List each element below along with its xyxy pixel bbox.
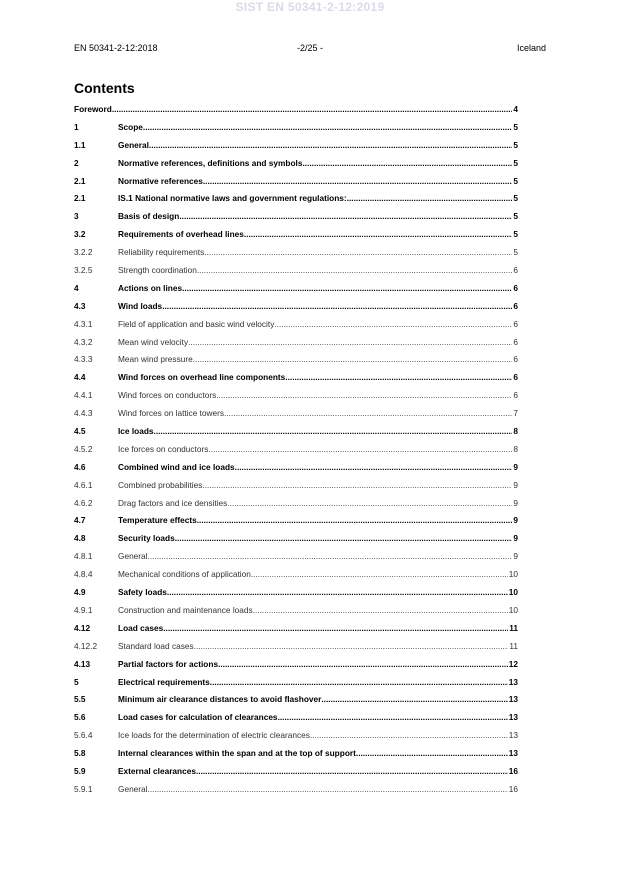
toc-dot-leader (224, 406, 512, 420)
toc-entry-title: Mean wind pressure (118, 354, 193, 365)
toc-entry-number: 4.8.1 (74, 551, 93, 562)
toc-entry-title: Electrical requirements (118, 676, 210, 687)
toc-entry-page: 6 (513, 372, 518, 383)
toc-entry-number: 3.2.2 (74, 247, 93, 258)
toc-dot-leader (204, 245, 512, 259)
toc-dot-leader (253, 603, 508, 617)
toc-entry[interactable] (74, 335, 518, 353)
toc-entry-page: 13 (508, 730, 518, 741)
toc-dot-leader (244, 227, 513, 241)
toc-entry-number: 4.4.1 (74, 390, 93, 401)
toc-entry-title: Load cases for calculation of clearances (118, 712, 278, 723)
toc-entry-number: 2 (74, 157, 79, 168)
toc-entry[interactable] (74, 406, 518, 424)
toc-entry-title: Ice loads (118, 426, 154, 437)
toc-entry-title: Mechanical conditions of application (118, 569, 251, 580)
toc-entry[interactable] (74, 156, 518, 174)
toc-entry[interactable] (74, 728, 518, 746)
toc-entry-page: 6 (513, 354, 518, 365)
toc-entry-page: 5 (513, 211, 518, 222)
toc-entry[interactable] (74, 424, 518, 442)
toc-entry-page: 10 (508, 587, 518, 598)
toc-entry-number: 4.8 (74, 533, 86, 544)
toc-entry-number: 4.3.1 (74, 318, 93, 329)
toc-entry-title: Strength coordination (118, 265, 197, 276)
toc-entry[interactable] (74, 245, 518, 263)
toc-entry-title: Ice loads for the determination of electric clearances (118, 730, 310, 741)
toc-entry[interactable] (74, 191, 518, 209)
toc-entry-title: Requirements of overhead lines (118, 229, 244, 240)
toc-dot-leader (302, 156, 512, 170)
toc-entry-number: 4.6.1 (74, 479, 93, 490)
toc-entry-page: 13 (508, 676, 518, 687)
toc-entry-title: Ice forces on conductors (118, 443, 209, 454)
toc-entry-page: 9 (513, 497, 518, 508)
toc-entry[interactable] (74, 263, 518, 281)
toc-entry-title: Construction and maintenance loads (118, 604, 253, 615)
toc-entry-page: 10 (508, 604, 518, 615)
toc-dot-leader (218, 657, 508, 671)
toc-entry-page: 5 (513, 139, 518, 150)
toc-dot-leader (203, 174, 513, 188)
toc-entry[interactable] (74, 496, 518, 514)
toc-entry-page: 13 (508, 694, 518, 705)
toc-entry[interactable] (74, 352, 518, 370)
toc-entry[interactable] (74, 102, 518, 120)
toc-entry[interactable] (74, 621, 518, 639)
toc-dot-leader (210, 675, 508, 689)
toc-dot-leader (143, 120, 512, 134)
toc-dot-leader (162, 299, 512, 313)
toc-entry-title: General (118, 551, 148, 562)
toc-entry-number: 5.9.1 (74, 783, 93, 794)
toc-entry-number: 4.3 (74, 300, 86, 311)
toc-entry[interactable] (74, 657, 518, 675)
toc-entry-page: 5 (513, 157, 518, 168)
toc-dot-leader (235, 460, 513, 474)
toc-dot-leader (274, 317, 512, 331)
toc-entry-page: 4 (513, 104, 518, 114)
toc-entry-page: 6 (513, 390, 518, 401)
toc-entry-number: 4.3.3 (74, 354, 93, 365)
toc-entry-number: 4.4.3 (74, 408, 93, 419)
toc-entry[interactable] (74, 639, 518, 657)
toc-entry-page: 11 (509, 640, 518, 651)
toc-entry-number: 5.5 (74, 694, 86, 705)
toc-dot-leader (321, 692, 507, 706)
toc-entry-number: 1 (74, 121, 79, 132)
toc-entry-title: Field of application and basic wind velocity (118, 318, 275, 329)
header-standard-id: EN 50341-2-12:2018 (74, 43, 158, 53)
toc-entry-number: 4.6.2 (74, 497, 93, 508)
toc-entry-page: 6 (513, 318, 518, 329)
toc-entry[interactable] (74, 513, 518, 531)
toc-entry-title: Safety loads (118, 587, 167, 598)
toc-entry[interactable] (74, 209, 518, 227)
toc-entry[interactable] (74, 281, 518, 299)
toc-dot-leader (197, 263, 513, 277)
toc-entry-title: Mean wind velocity (118, 336, 189, 347)
toc-entry[interactable] (74, 531, 518, 549)
toc-entry-number: 4.8.4 (74, 569, 93, 580)
toc-entry-number: 4.5.2 (74, 443, 93, 454)
toc-entry[interactable] (74, 692, 518, 710)
watermark: SIST EN 50341-2-12:2019 (235, 0, 385, 14)
toc-dot-leader (179, 209, 512, 223)
toc-entry-page: 6 (513, 300, 518, 311)
toc-entry[interactable] (74, 585, 518, 603)
toc-entry[interactable] (74, 675, 518, 693)
toc-entry-number: 5 (74, 676, 79, 687)
toc-entry-title: Temperature effects (118, 515, 197, 526)
toc-entry-page: 8 (513, 443, 518, 454)
toc-entry-page: 9 (513, 461, 518, 472)
toc-entry[interactable] (74, 782, 518, 800)
toc-entry-number: 4.6 (74, 461, 86, 472)
toc-entry-number: 4.4 (74, 372, 86, 383)
toc-entry-title: Partial factors for actions (118, 658, 219, 669)
toc-entry-page: 9 (513, 551, 518, 562)
toc-entry-page: 10 (508, 569, 518, 580)
toc-entry-title: Minimum air clearance distances to avoid flashover (118, 694, 322, 705)
toc-entry[interactable] (74, 299, 518, 317)
toc-dot-leader (149, 138, 512, 152)
toc-entry-page: 11 (509, 622, 518, 633)
toc-dot-leader (188, 335, 512, 349)
toc-entry-page: 13 (508, 748, 518, 759)
toc-entry-number: 4.3.2 (74, 336, 93, 347)
toc-dot-leader (154, 424, 513, 438)
toc-dot-leader (356, 746, 508, 760)
toc-entry-page: 6 (513, 282, 518, 293)
toc-entry[interactable] (74, 317, 518, 335)
header-page-number: -2/25 - (296, 43, 323, 53)
toc-entry-page: 5 (513, 121, 518, 132)
toc-entry-page: 5 (513, 175, 518, 186)
toc-entry-page: 9 (513, 479, 518, 490)
toc-dot-leader (148, 782, 508, 796)
toc-entry-number: 4.12 (74, 622, 91, 633)
toc-entry[interactable] (74, 746, 518, 764)
toc-entry-number: 4 (74, 282, 79, 293)
page-title: Contents (74, 80, 135, 96)
toc-dot-leader (216, 388, 512, 402)
toc-entry-number: 4.9.1 (74, 604, 93, 615)
toc-entry[interactable] (74, 764, 518, 782)
toc-entry-number: 3.2 (74, 229, 86, 240)
toc-entry-title: Scope (118, 121, 143, 132)
toc-entry-title: Actions on lines (118, 282, 183, 293)
toc-dot-leader (208, 442, 512, 456)
toc-entry-title: Security loads (118, 533, 175, 544)
toc-dot-leader (202, 478, 512, 492)
toc-entry-number: 4.12.2 (74, 640, 98, 651)
toc-entry-page: 7 (513, 408, 518, 419)
toc-entry-title: Standard load cases (118, 640, 194, 651)
toc-entry[interactable] (74, 442, 518, 460)
toc-entry-title: External clearances (118, 765, 196, 776)
toc-dot-leader (347, 191, 513, 205)
toc-entry-title: Combined probabilities (118, 479, 203, 490)
toc-entry-page: 8 (513, 426, 518, 437)
toc-entry[interactable] (74, 388, 518, 406)
toc-dot-leader (310, 728, 508, 742)
toc-entry-title: Drag factors and ice densities (118, 497, 228, 508)
toc-entry[interactable] (74, 460, 518, 478)
toc-dot-leader (285, 370, 512, 384)
toc-entry-title: Internal clearances within the span and at the top of support (118, 748, 356, 759)
toc-entry-title: Normative references (118, 175, 203, 186)
toc-entry-title: Normative references, definitions and symbols (118, 157, 303, 168)
toc-entry-page: 5 (513, 229, 518, 240)
toc-entry-title: General (118, 783, 148, 794)
toc-entry-number: 1.1 (74, 139, 86, 150)
toc-entry-number: 3 (74, 211, 79, 222)
toc-entry-title: Foreword (74, 104, 112, 114)
toc-entry[interactable] (74, 227, 518, 245)
toc-dot-leader (197, 513, 513, 527)
toc-entry[interactable] (74, 138, 518, 156)
toc-entry-title: Wind forces on lattice towers (118, 408, 225, 419)
toc-entry-title: Wind loads (118, 300, 163, 311)
toc-entry-page: 13 (508, 712, 518, 723)
toc-entry[interactable] (74, 370, 518, 388)
toc-entry-page: 5 (513, 193, 518, 204)
toc-entry-title: Wind forces on overhead line components (118, 372, 286, 383)
toc-entry-number: 5.9 (74, 765, 86, 776)
toc-entry-number: 5.6 (74, 712, 86, 723)
page-header (74, 43, 546, 57)
toc-entry[interactable] (74, 567, 518, 585)
toc-entry-page: 9 (513, 533, 518, 544)
toc-entry-title: Wind forces on conductors (118, 390, 217, 401)
toc-dot-leader (194, 639, 509, 653)
toc-dot-leader (182, 281, 512, 295)
toc-entry[interactable] (74, 710, 518, 728)
toc-dot-leader (163, 621, 508, 635)
toc-entry-page: 12 (508, 658, 518, 669)
toc-entry[interactable] (74, 478, 518, 496)
toc-entry[interactable] (74, 603, 518, 621)
toc-dot-leader (175, 531, 513, 545)
toc-entry[interactable] (74, 174, 518, 192)
toc-entry-number: 4.7 (74, 515, 86, 526)
toc-entry-number: 2.1 (74, 175, 86, 186)
toc-entry-title: Load cases (118, 622, 164, 633)
toc-entry-title: Basis of design (118, 211, 180, 222)
toc-entry-title: Reliability requirements (118, 247, 205, 258)
toc-dot-leader (193, 352, 513, 366)
toc-entry-title: General (118, 139, 149, 150)
toc-entry-title: Combined wind and ice loads (118, 461, 235, 472)
toc-entry-page: 16 (508, 783, 518, 794)
toc-entry-number: 5.8 (74, 748, 86, 759)
toc-dot-leader (227, 496, 512, 510)
toc-entry-number: 3.2.5 (74, 265, 93, 276)
toc-dot-leader (251, 567, 508, 581)
toc-entry[interactable] (74, 120, 518, 138)
toc-entry-number: 4.9 (74, 587, 86, 598)
toc-entry-page: 16 (508, 765, 518, 776)
table-of-contents (74, 102, 518, 800)
toc-entry-number: 2.1 (74, 193, 86, 204)
toc-dot-leader (148, 549, 513, 563)
toc-entry[interactable] (74, 549, 518, 567)
toc-dot-leader (112, 102, 513, 116)
toc-entry-page: 6 (513, 336, 518, 347)
toc-dot-leader (278, 710, 508, 724)
toc-entry-number: 4.13 (74, 658, 91, 669)
toc-entry-number: 4.5 (74, 426, 86, 437)
toc-entry-page: 9 (513, 515, 518, 526)
toc-entry-page: 6 (513, 265, 518, 276)
toc-entry-number: 5.6.4 (74, 730, 93, 741)
header-country: Iceland (516, 43, 546, 53)
toc-entry-page: 5 (513, 247, 518, 258)
toc-dot-leader (167, 585, 508, 599)
toc-dot-leader (196, 764, 508, 778)
toc-entry-title: IS.1 National normative laws and government regulations: (118, 193, 347, 204)
